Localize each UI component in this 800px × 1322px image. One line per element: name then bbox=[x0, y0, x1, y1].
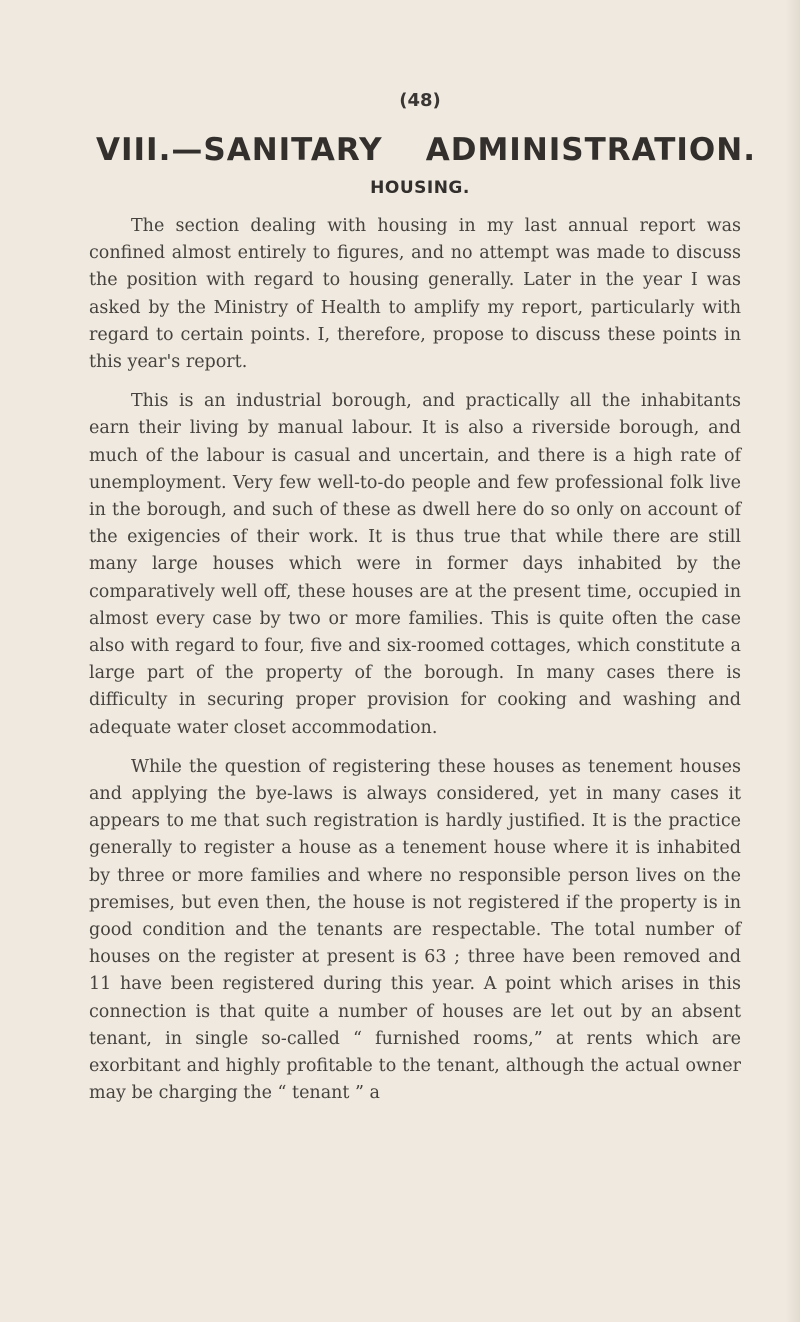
paragraph-tenement-registration: While the question of registering these houses as tenement houses and applying the bye-laws is always considered, yet in many cases it appears to me that such registration is hardly justified. It is the practice generally to register a house as a tenement house where it is inhabited by three or more families and where no responsible person lives on the premises, but even then, the house is not registered if the property is in good condition and the tenants are respectable. The total number of houses on the register at present is 63 ; three have been removed and 11 have been registered during this year. A point which arises in this connection is that quite a number of houses are let out by an absent tenant, in single so-called “ furnished rooms,” at rents which are exorbitant and highly profitable to the tenant, although the actual owner may be charging the “ tenant ” a bbox=[89, 756, 741, 1104]
paragraph-housing-report: The section dealing with housing in my last annual report was confined almost entirely to figures, and no attempt was made to discuss the position with regard to housing generally. Later in the year I was asked by the Ministry of Health to amplify my report, particularly with regard to certain points. I, therefore, propose to discuss these points in this year's report. bbox=[89, 216, 741, 373]
paragraph-borough-character: This is an industrial borough, and practically all the inhabitants earn their living by manual labour. It is also a riverside borough, and much of the labour is casual and uncertain, and there is a high rate of unemployment. Very few well-to-do people and few professional folk live in the borough, and such of these as dwell here do so only on account of the exigencies of their work. It is thus true that while there are still many large houses which were in former days inhabited by the comparatively well off, these houses are at the present time, occupied in almost every case by two or more families. This is quite often the case also with regard to four, five and six-roomed cottages, which constitute a large part of the property of the borough. In many cases there is difficulty in securing proper provision for cooking and washing and adequate water closet accommodation. bbox=[89, 391, 741, 738]
page-edge-shadow bbox=[786, 0, 800, 1322]
section-title: VIII.—SANITARY ADMINISTRATION. bbox=[96, 132, 756, 168]
body-text bbox=[89, 213, 741, 1120]
page-number: (48) bbox=[399, 90, 441, 111]
subsection-title: HOUSING. bbox=[370, 178, 470, 198]
